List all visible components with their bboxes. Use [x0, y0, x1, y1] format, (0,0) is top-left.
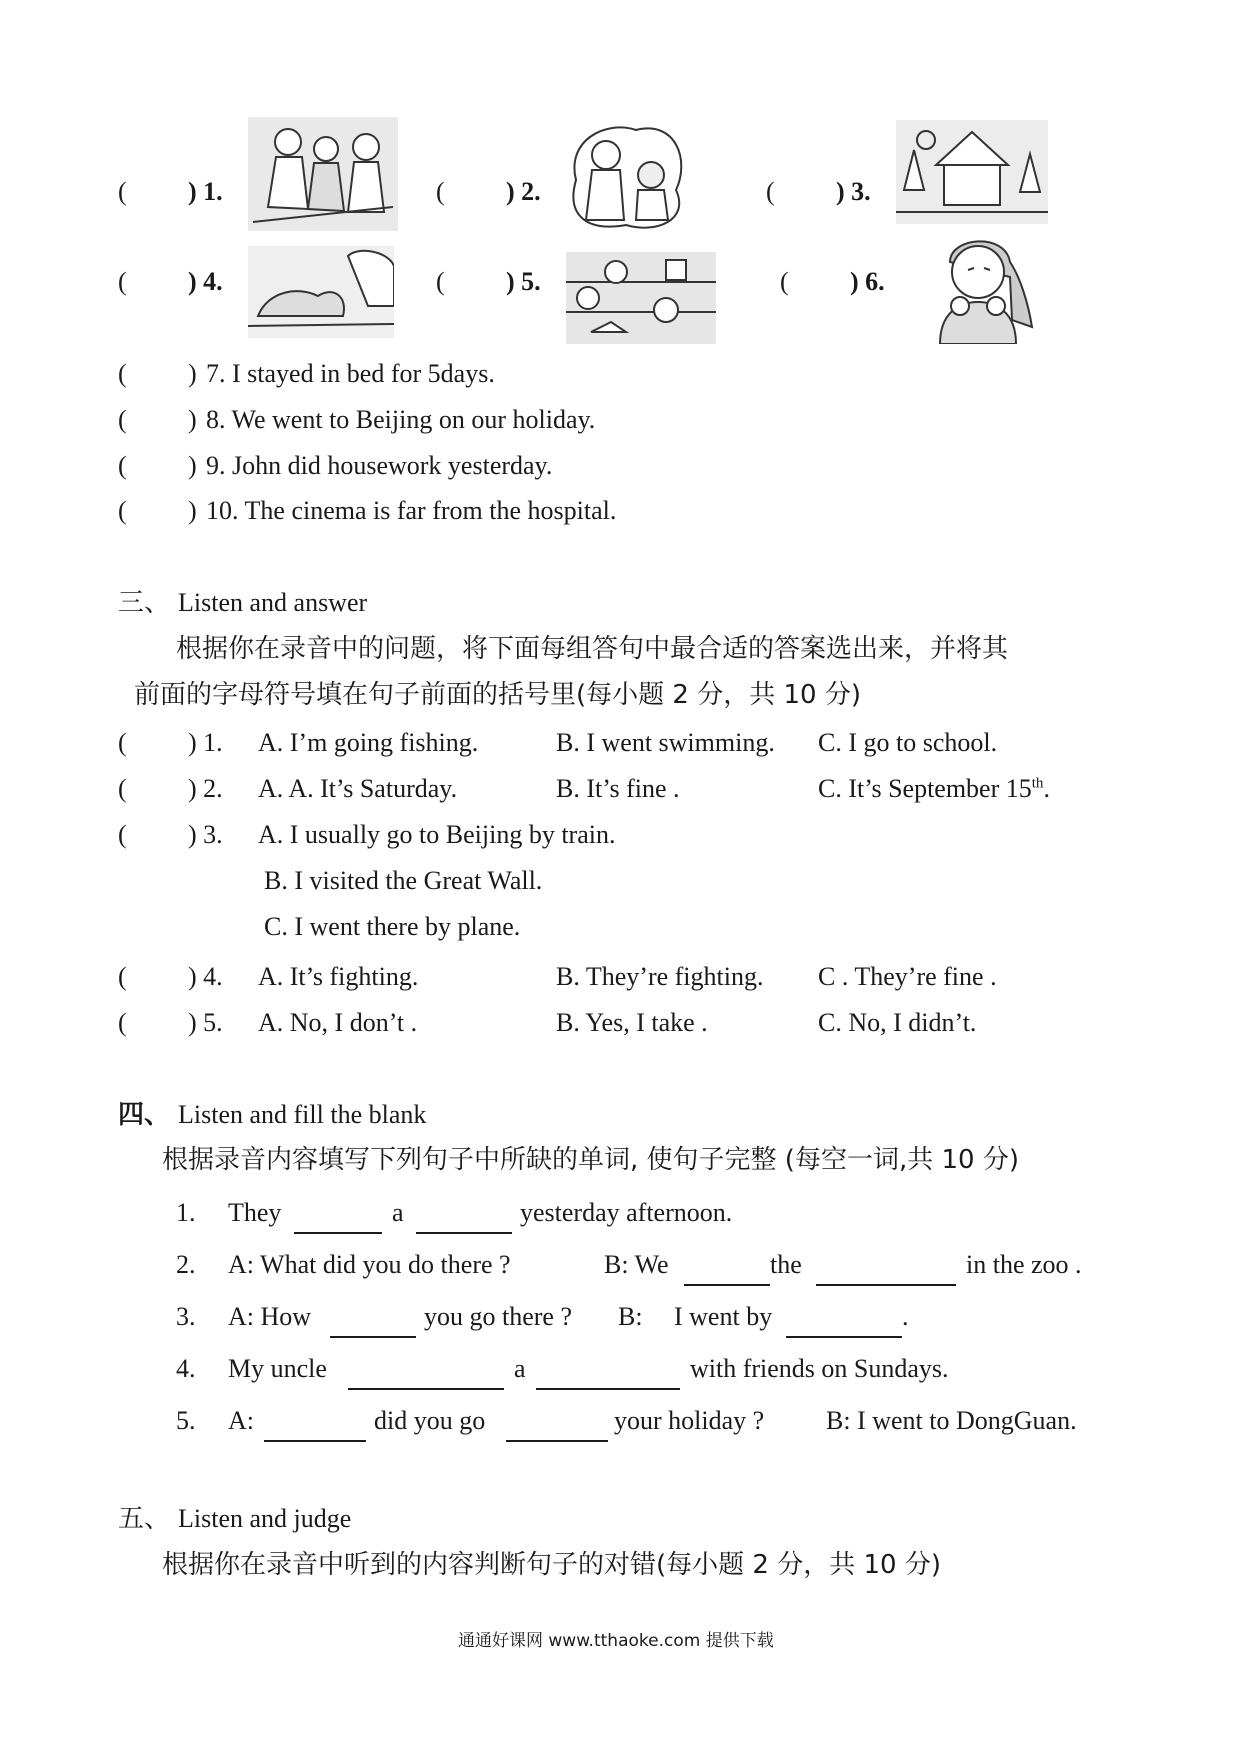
- answer-bracket-open[interactable]: (: [118, 774, 127, 803]
- ordinal-suffix: th: [1031, 775, 1044, 792]
- fill-text: I went by: [674, 1302, 773, 1331]
- fill-item-number: 5.: [176, 1406, 196, 1435]
- item-number: ) 1.: [188, 177, 223, 206]
- fill-text: They: [228, 1198, 282, 1227]
- fill-text: A: What did you do there ?: [228, 1250, 511, 1279]
- girl-coughing-icon: [920, 232, 1034, 344]
- option-a: A. It’s fighting.: [258, 962, 419, 991]
- question-number: ) 1.: [188, 728, 223, 757]
- answer-bracket-open[interactable]: (: [118, 820, 127, 849]
- answer-bracket-open[interactable]: (: [118, 962, 127, 991]
- answer-bracket-open[interactable]: (: [118, 451, 127, 480]
- fill-item-number: 4.: [176, 1354, 196, 1383]
- toy-shop-icon: [566, 252, 716, 344]
- boy-thinking-of-doctor-icon: [566, 120, 690, 234]
- fill-text: your holiday ?: [614, 1406, 765, 1435]
- fill-text: the: [770, 1250, 802, 1279]
- section-number: 四、: [118, 1100, 171, 1130]
- sentence-text: 7. I stayed in bed for 5days.: [206, 359, 495, 388]
- fill-text: B:: [618, 1302, 643, 1331]
- option-a: A. A. It’s Saturday.: [258, 774, 458, 803]
- option-b: B. They’re fighting.: [556, 962, 764, 991]
- option-c-text: C. It’s September 15: [818, 774, 1032, 803]
- section-instruction: 根据你在录音中的问题，将下面每组答句中最合适的答案选出来，并将其: [176, 634, 1009, 664]
- answer-blank[interactable]: [264, 1416, 366, 1442]
- sentence-text: 9. John did housework yesterday.: [206, 451, 553, 480]
- item-number: ) 5.: [506, 267, 541, 296]
- option-c: C. I go to school.: [818, 728, 998, 757]
- fill-text: B: I went to DongGuan.: [826, 1406, 1077, 1435]
- question-number: ) 4.: [188, 962, 223, 991]
- pavilion-in-park-icon: [896, 120, 1048, 224]
- question-number: ) 2.: [188, 774, 223, 803]
- item-number: ) 6.: [850, 267, 885, 296]
- answer-blank[interactable]: [294, 1208, 382, 1234]
- fill-text: with friends on Sundays.: [690, 1354, 949, 1383]
- answer-blank[interactable]: [348, 1364, 504, 1390]
- fill-text: a: [392, 1198, 404, 1227]
- question-number: ) 5.: [188, 1008, 223, 1037]
- option-c-end: .: [1043, 774, 1050, 803]
- section-title: Listen and fill the blank: [178, 1100, 427, 1129]
- section-number: 五、: [118, 1504, 171, 1534]
- answer-bracket-close: ): [188, 405, 197, 434]
- page-footer: 通通好课网 www.tthaoke.com 提供下载: [458, 1631, 774, 1651]
- answer-bracket-open[interactable]: (: [118, 496, 127, 525]
- dinosaur-in-forest-icon: [248, 246, 394, 338]
- option-b: B. I visited the Great Wall.: [264, 866, 543, 895]
- answer-bracket-open[interactable]: (: [118, 728, 127, 757]
- answer-bracket-open[interactable]: (: [436, 267, 445, 296]
- answer-blank[interactable]: [816, 1260, 956, 1286]
- fill-text: a: [514, 1354, 526, 1383]
- fill-text: My uncle: [228, 1354, 327, 1383]
- item-number: ) 3.: [836, 177, 871, 206]
- option-c: C. I went there by plane.: [264, 912, 521, 941]
- fill-item-number: 1.: [176, 1198, 196, 1227]
- fill-text: yesterday afternoon.: [520, 1198, 733, 1227]
- answer-bracket-close: ): [188, 451, 197, 480]
- answer-bracket-open[interactable]: (: [766, 177, 775, 206]
- section-title: Listen and judge: [178, 1504, 352, 1533]
- answer-bracket-open[interactable]: (: [118, 405, 127, 434]
- fill-item-number: 2.: [176, 1250, 196, 1279]
- option-c: C . They’re fine .: [818, 962, 997, 991]
- answer-bracket-close: ): [188, 496, 197, 525]
- answer-blank[interactable]: [536, 1364, 680, 1390]
- answer-bracket-open[interactable]: (: [118, 267, 127, 296]
- item-number: ) 4.: [188, 267, 223, 296]
- option-b: B. It’s fine .: [556, 774, 680, 803]
- children-walking-icon: [248, 117, 398, 231]
- question-number: ) 3.: [188, 820, 223, 849]
- answer-bracket-open[interactable]: (: [118, 177, 127, 206]
- fill-text: .: [902, 1302, 909, 1331]
- option-a: A. I usually go to Beijing by train.: [258, 820, 616, 849]
- answer-blank[interactable]: [330, 1312, 416, 1338]
- fill-text: did you go: [374, 1406, 486, 1435]
- answer-blank[interactable]: [684, 1260, 770, 1286]
- option-b: B. I went swimming.: [556, 728, 775, 757]
- section-number: 三、: [118, 588, 171, 618]
- fill-text: B: We: [604, 1250, 669, 1279]
- answer-bracket-open[interactable]: (: [118, 359, 127, 388]
- section-instruction: 根据录音内容填写下列句子中所缺的单词, 使句子完整 (每空一词,共 10 分): [162, 1145, 1019, 1175]
- section-instruction: 前面的字母符号填在句子前面的括号里(每小题 2 分，共 10 分): [134, 680, 861, 710]
- section-title: Listen and answer: [178, 588, 368, 617]
- fill-text: A:: [228, 1406, 254, 1435]
- answer-blank[interactable]: [506, 1416, 608, 1442]
- fill-text: A: How: [228, 1302, 312, 1331]
- option-c: [818, 772, 1050, 806]
- fill-text: you go there ?: [424, 1302, 573, 1331]
- option-a: A. No, I don’t .: [258, 1008, 418, 1037]
- section-instruction: 根据你在录音中听到的内容判断句子的对错(每小题 2 分，共 10 分): [162, 1550, 941, 1580]
- sentence-text: 10. The cinema is far from the hospital.: [206, 496, 617, 525]
- fill-item-number: 3.: [176, 1302, 196, 1331]
- sentence-text: 8. We went to Beijing on our holiday.: [206, 405, 596, 434]
- answer-bracket-open[interactable]: (: [436, 177, 445, 206]
- answer-bracket-close: ): [188, 359, 197, 388]
- answer-blank[interactable]: [786, 1312, 902, 1338]
- item-number: ) 2.: [506, 177, 541, 206]
- answer-blank[interactable]: [416, 1208, 512, 1234]
- answer-bracket-open[interactable]: (: [780, 267, 789, 296]
- answer-bracket-open[interactable]: (: [118, 1008, 127, 1037]
- option-c: C. No, I didn’t.: [818, 1008, 977, 1037]
- fill-text: in the zoo .: [966, 1250, 1082, 1279]
- option-a: A. I’m going fishing.: [258, 728, 479, 757]
- option-b: B. Yes, I take .: [556, 1008, 708, 1037]
